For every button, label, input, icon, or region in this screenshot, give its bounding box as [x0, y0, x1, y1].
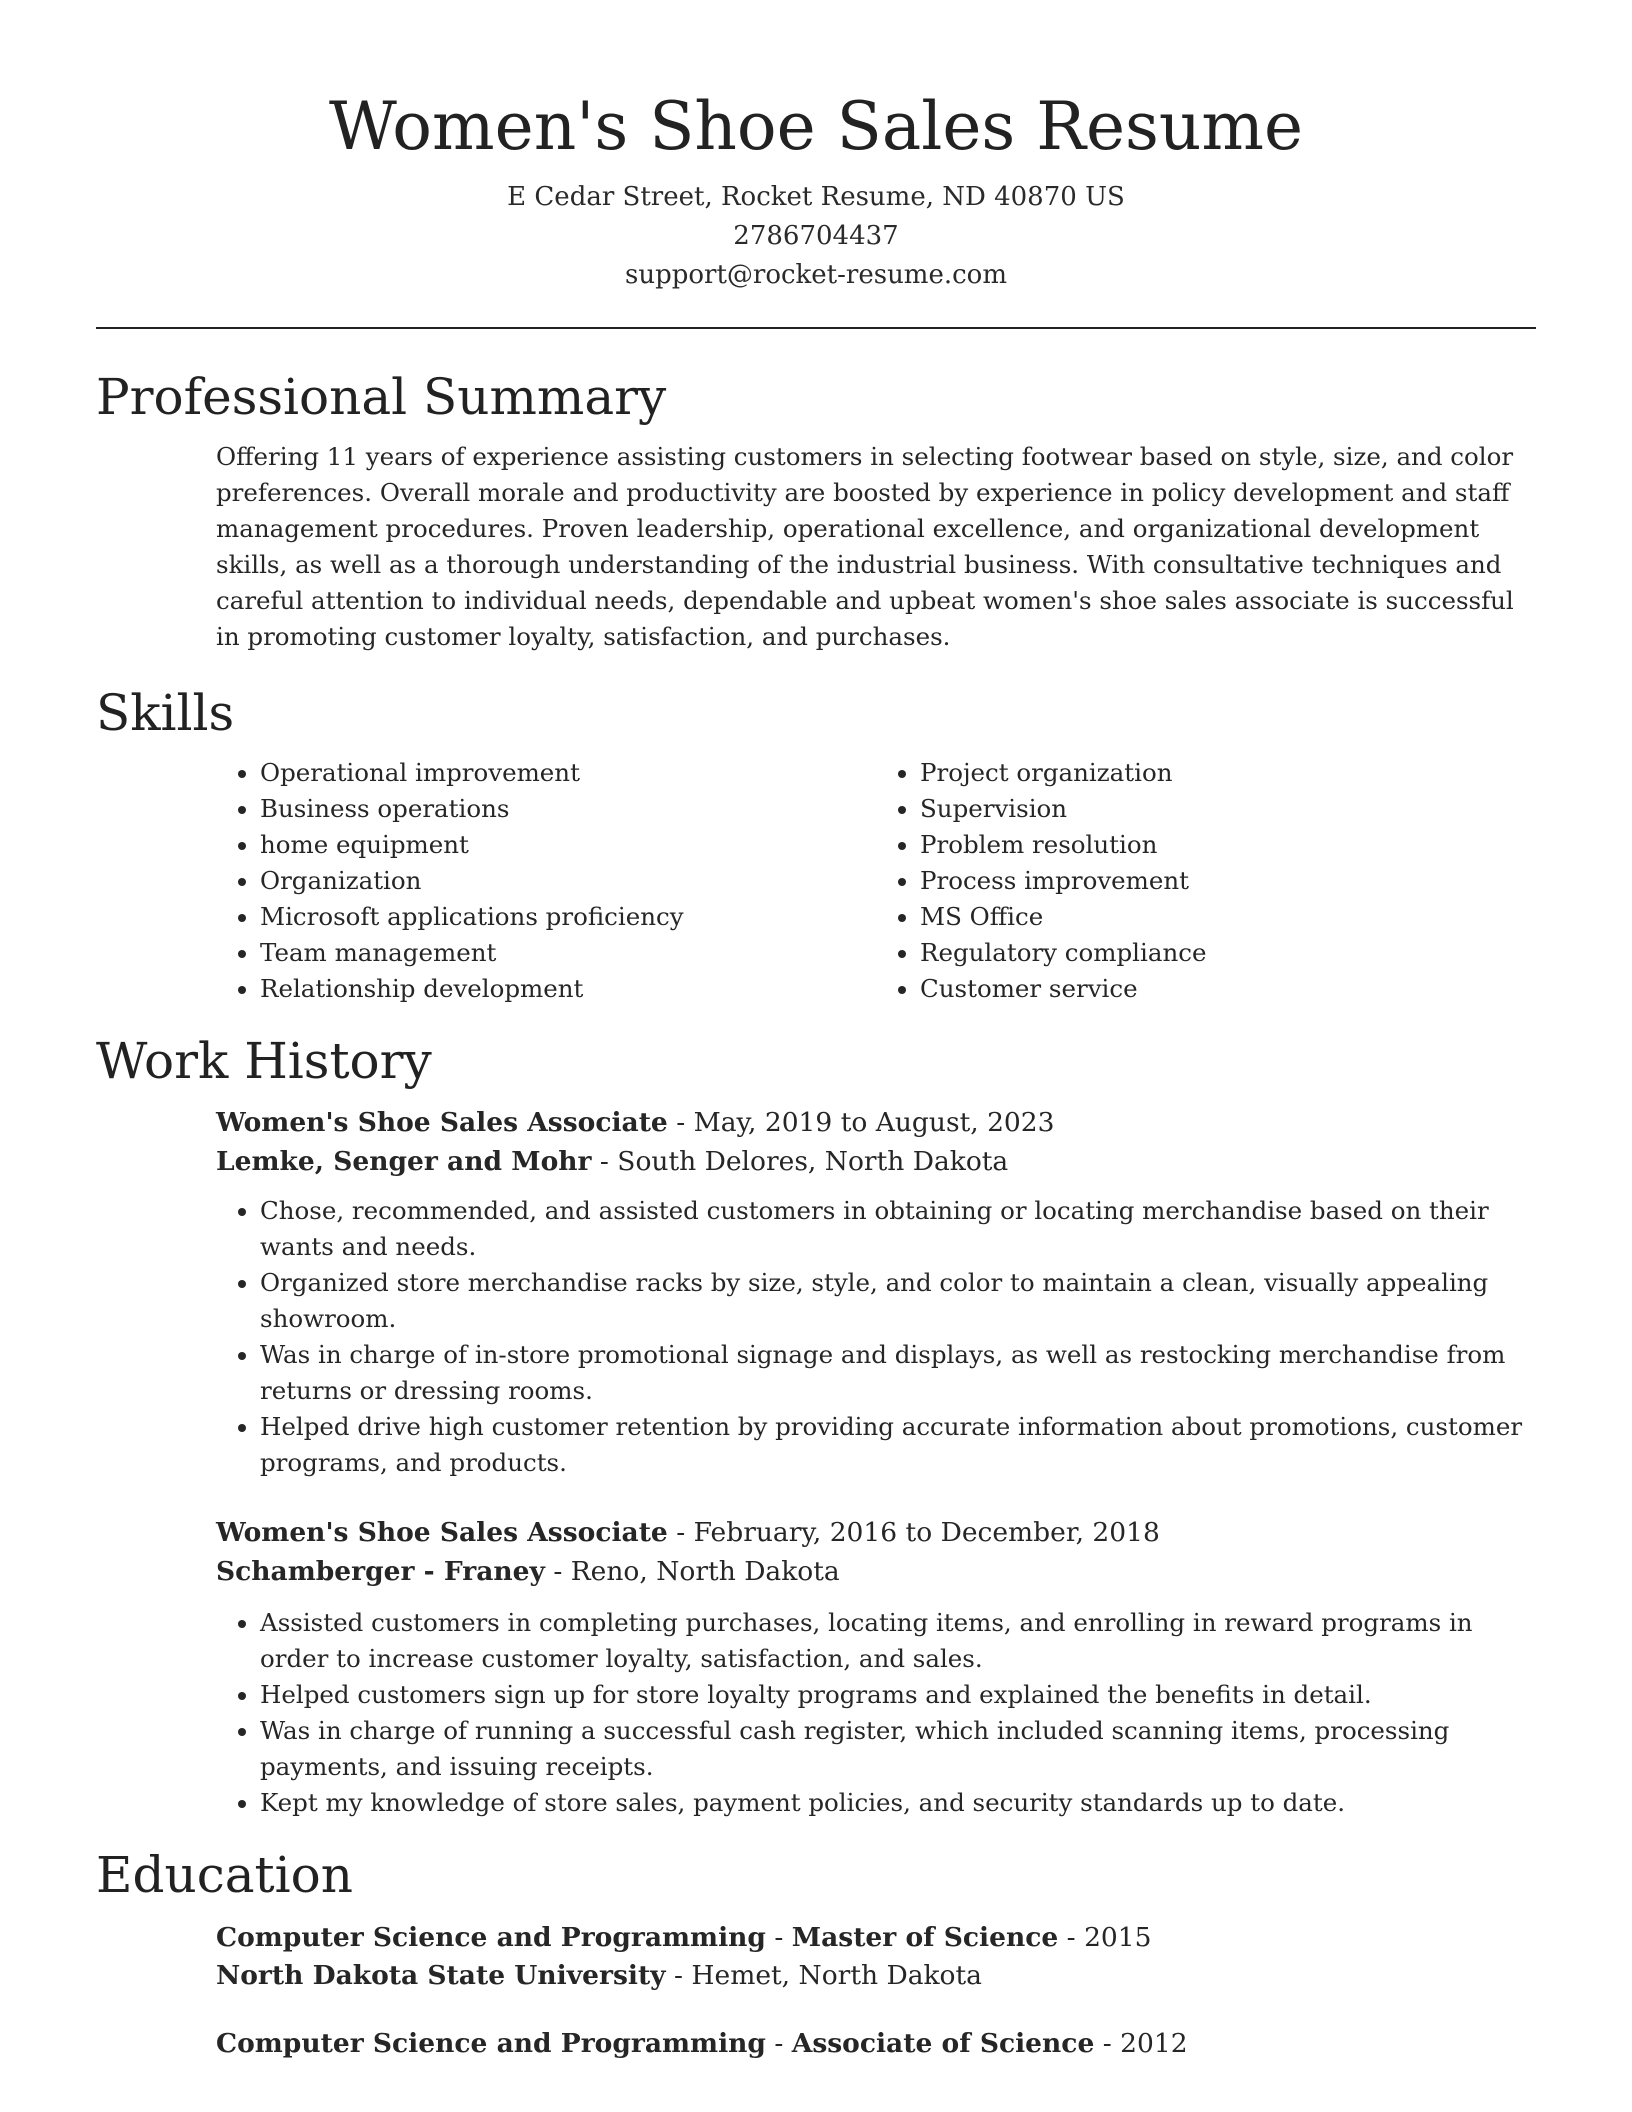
job-employer-line — [216, 1142, 1536, 1181]
job-location: South Delores, North Dakota — [617, 1146, 1009, 1177]
job-employer-line — [216, 1552, 1536, 1591]
job-employer: Lemke, Senger and Mohr — [216, 1146, 592, 1177]
job-entry — [216, 1513, 1536, 1821]
skill-item: • Business operations — [260, 791, 876, 827]
education-field: Computer Science and Programming — [216, 1922, 766, 1953]
skill-item: • MS Office — [920, 899, 1536, 935]
separator: - — [665, 1960, 692, 1991]
work-section — [96, 1029, 1536, 1821]
education-entry — [216, 2025, 1536, 2063]
education-section — [96, 1843, 1536, 2063]
skills-section — [96, 681, 1536, 1007]
education-entry — [216, 1919, 1536, 1995]
education-field: Computer Science and Programming — [216, 2028, 766, 2059]
education-year: 2015 — [1084, 1922, 1152, 1953]
email: support@rocket-resume.com — [624, 260, 1007, 290]
skill-item: • Problem resolution — [920, 827, 1536, 863]
resume-page — [96, 0, 1536, 2063]
address: E Cedar Street, Rocket Resume, ND 40870 US — [507, 182, 1125, 212]
job-employer: Schamberger - Franey — [216, 1556, 545, 1587]
separator: - — [1058, 1922, 1085, 1953]
skills-grid — [216, 755, 1536, 1007]
education-title: Education — [96, 1846, 353, 1904]
education-school-line — [216, 1957, 1536, 1995]
job-bullet: • Helped drive high customer retention by providing accurate information about promotions, customer programs, and products. — [260, 1409, 1536, 1481]
education-year: 2012 — [1120, 2028, 1188, 2059]
resume-name: Women's Shoe Sales Resume — [328, 88, 1304, 165]
education-degree-line — [216, 2025, 1536, 2063]
job-bullet: • Was in charge of running a successful cash register, which included scanning items, processing payments, and issuing receipts. — [260, 1713, 1536, 1785]
job-title: Women's Shoe Sales Associate — [216, 1517, 668, 1548]
resume-header — [96, 0, 1536, 295]
job-bullet: • Kept my knowledge of store sales, payment policies, and security standards up to date. — [260, 1785, 1536, 1821]
skill-item: • Team management — [260, 935, 876, 971]
job-bullets — [216, 1193, 1536, 1481]
summary-text: Offering 11 years of experience assisting customers in selecting footwear based on style, size, and color preferences. Overall morale and productivity are boosted by experience in policy development and staff management procedures. Proven leadership, operational excellence, and organizational development skills, as well as a thorough understanding of the industrial business. With consultative techniques and careful attention to individual needs, dependable and upbeat women's shoe sales associate is successful in promoting customer loyalty, satisfaction, and purchases. — [216, 442, 1514, 651]
header-divider — [96, 327, 1536, 329]
separator: - — [765, 1922, 792, 1953]
separator: - — [765, 2028, 792, 2059]
phone: 2786704437 — [733, 221, 899, 251]
separator: - — [667, 1517, 694, 1548]
job-dates: February, 2016 to December, 2018 — [693, 1517, 1160, 1548]
skill-item: • Process improvement — [920, 863, 1536, 899]
skill-item: • Microsoft applications proficiency — [260, 899, 876, 935]
job-bullets — [216, 1605, 1536, 1821]
job-title-line — [216, 1103, 1536, 1142]
skill-item: • Organization — [260, 863, 876, 899]
separator: - — [667, 1107, 694, 1138]
education-location: Hemet, North Dakota — [691, 1960, 982, 1991]
job-entry — [216, 1103, 1536, 1481]
summary-title: Professional Summary — [96, 368, 667, 426]
skills-title: Skills — [96, 684, 235, 742]
separator: - — [544, 1556, 571, 1587]
education-school: North Dakota State University — [216, 1960, 666, 1991]
education-degree-line — [216, 1919, 1536, 1957]
job-title-line — [216, 1513, 1536, 1552]
separator: - — [1094, 2028, 1121, 2059]
skill-item: • Operational improvement — [260, 755, 876, 791]
separator: - — [591, 1146, 618, 1177]
contact-block — [96, 178, 1536, 295]
job-bullet: • Organized store merchandise racks by size, style, and color to maintain a clean, visually appealing showroom. — [260, 1265, 1536, 1337]
skills-right-column — [876, 755, 1536, 1007]
skill-item: • Project organization — [920, 755, 1536, 791]
skill-item: • Supervision — [920, 791, 1536, 827]
job-bullet: • Helped customers sign up for store loyalty programs and explained the benefits in detail. — [260, 1677, 1536, 1713]
skills-left-column — [216, 755, 876, 1007]
summary-body — [216, 439, 1536, 655]
job-bullet: • Assisted customers in completing purchases, locating items, and enrolling in reward programs in order to increase customer loyalty, satisfaction, and sales. — [260, 1605, 1536, 1677]
job-location: Reno, North Dakota — [570, 1556, 840, 1587]
education-degree: Master of Science — [791, 1922, 1059, 1953]
job-bullet: • Chose, recommended, and assisted customers in obtaining or locating merchandise based on their wants and needs. — [260, 1193, 1536, 1265]
skill-item: • Customer service — [920, 971, 1536, 1007]
summary-section — [96, 365, 1536, 655]
job-bullet: • Was in charge of in-store promotional signage and displays, as well as restocking merchandise from returns or dressing rooms. — [260, 1337, 1536, 1409]
job-dates: May, 2019 to August, 2023 — [693, 1107, 1055, 1138]
job-title: Women's Shoe Sales Associate — [216, 1107, 668, 1138]
skill-item: • Regulatory compliance — [920, 935, 1536, 971]
work-title: Work History — [96, 1032, 432, 1090]
skill-item: • home equipment — [260, 827, 876, 863]
skill-item: • Relationship development — [260, 971, 876, 1007]
education-degree: Associate of Science — [791, 2028, 1095, 2059]
